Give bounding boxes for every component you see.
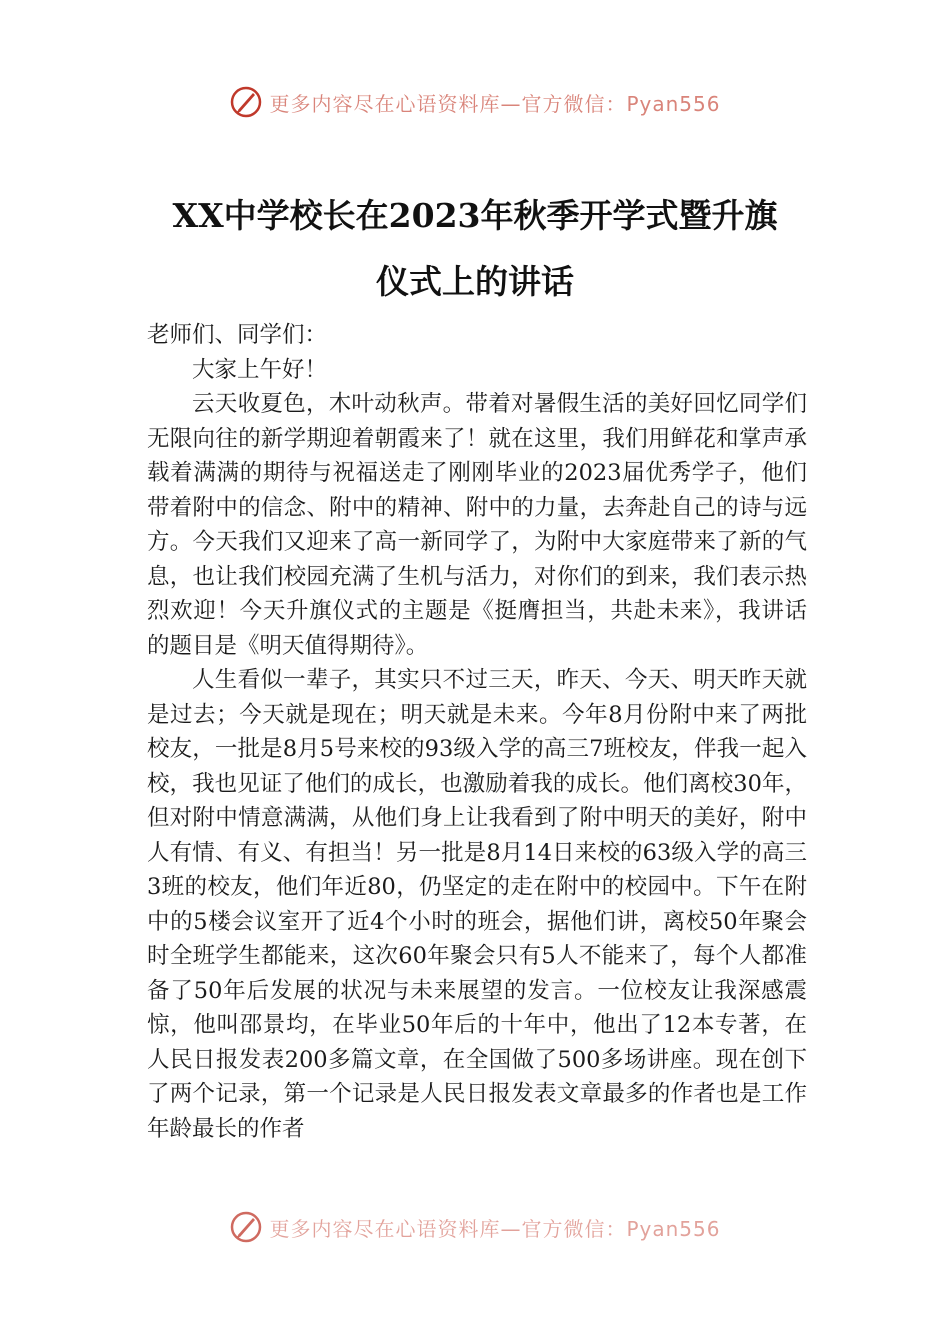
watermark-text: 更多内容尽在心语资料库—官方微信：Pyan556 xyxy=(269,1216,721,1241)
watermark-footer xyxy=(0,1207,950,1247)
watermark-header xyxy=(0,82,950,122)
salutation: 老师们、同学们： xyxy=(147,322,328,348)
greeting: 大家上午好！ xyxy=(192,356,328,383)
watermark-text: 更多内容尽在心语资料库—官方微信：Pyan556 xyxy=(269,91,721,116)
quill-pen-logo-icon xyxy=(229,1210,263,1244)
document-title-line-1: XX中学校长在2023年秋季开学式暨升旗 xyxy=(172,196,778,235)
body-paragraph: 人生看似一辈子，其实只不过三天，昨天、今天、明天昨天就是过去；今天就是现在；明天就是未来。今年8月份附中来了两批校友，一批是8月5号来校的93级入学的高三7班校友，伴我一起入校，我也见证了他们的成长，也激励着我的成长。他们离校30年，但对附中情意满满，从他们身上让我看到了附中明天的美好，附中人有情、有义、有担当！另一批是8月14日来校的63级入学的高三3班的校友，他们年近80，仍坚定的走在附中的校园中。下午在附中的5楼会议室开了近4个小时的班会，据他们讲，离校50年聚会时全班学生都能来，这次60年聚会只有5人不能来了，每个人都准备了50年后发展的状况与未来展望的发言。一位校友让我深感震惊，他叫邵景均，在毕业50年后的十年中，他出了12本专著，在人民日报发表200多篇文章，在全国做了500多场讲座。现在创下了两个记录，第一个记录是人民日报发表文章最多的作者也是工作年龄最长的作者 xyxy=(147,667,807,1142)
document-title-line-2: 仪式上的讲话 xyxy=(376,262,574,301)
quill-pen-logo-icon xyxy=(229,85,263,119)
body-paragraph: 云天收夏色，木叶动秋声。带着对暑假生活的美好回忆同学们无限向往的新学期迎着朝霞来了！就在这里，我们用鲜花和掌声承载着满满的期待与祝福送走了刚刚毕业的2023届优秀学子，他们带着附中的信念、附中的精神、附中的力量，去奔赴自己的诗与远方。今天我们又迎来了高一新同学了，为附中大家庭带来了新的气息，也让我们校园充满了生机与活力，对你们的到来，我们表示热烈欢迎！今天升旗仪式的主题是《挺膺担当，共赴未来》，我讲话的题目是《明天值得期待》。 xyxy=(147,391,807,659)
document-body xyxy=(147,318,807,1218)
